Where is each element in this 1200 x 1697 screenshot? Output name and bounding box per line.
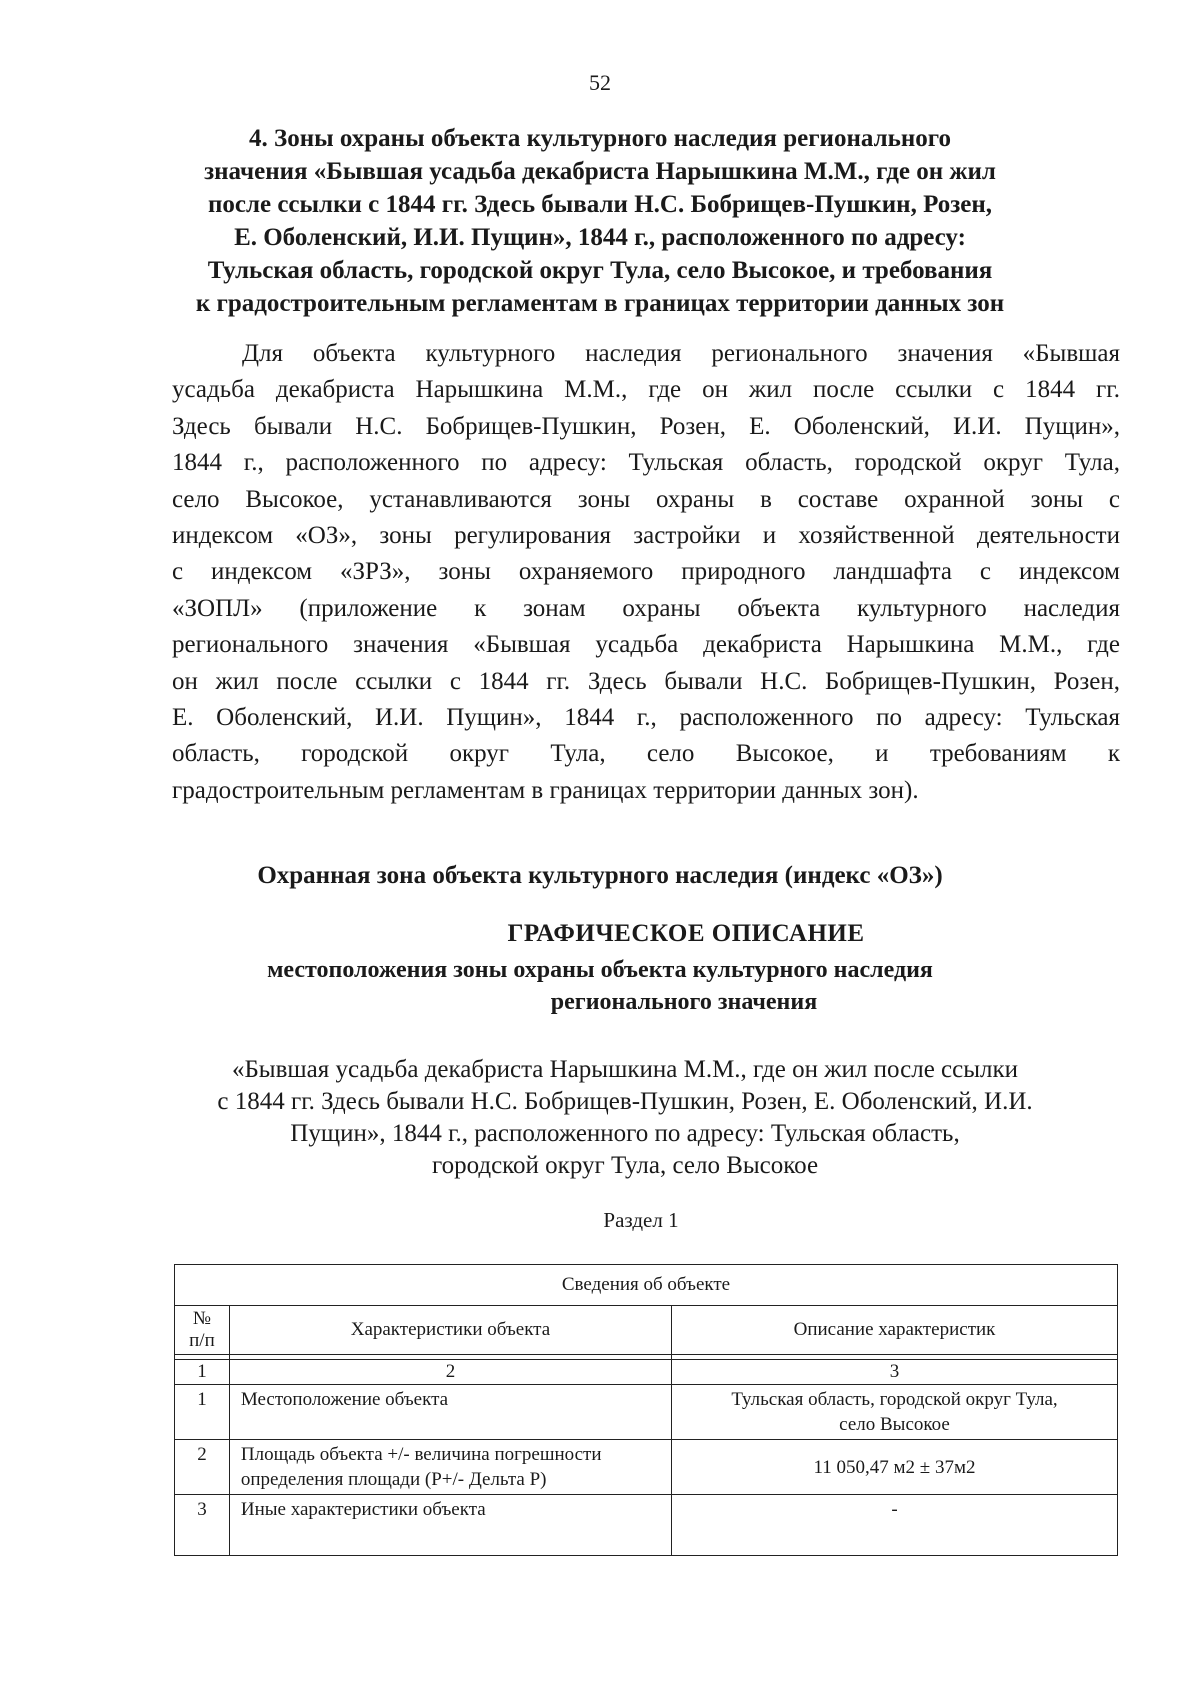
row-number: 3 — [175, 1495, 230, 1556]
body-line: село Высокое, устанавливаются зоны охраны в составе охранной зоны с — [172, 485, 1120, 513]
table-row — [175, 1385, 1118, 1440]
column-index: 2 — [229, 1360, 671, 1385]
row-description — [672, 1385, 1118, 1440]
body-line: область, городской округ Тула, село Высокое, и требованиям к — [172, 740, 1120, 768]
body-line: Здесь бывали Н.С. Бобрищев-Пушкин, Розен, Е. Оболенский, И.И. Пущин», — [172, 412, 1120, 440]
title-line: после ссылки с 1844 гг. Здесь бывали Н.С. Бобрищев-Пушкин, Розен, — [207, 191, 993, 218]
header-num — [175, 1306, 230, 1355]
body-line: усадьба декабриста Нарышкина М.М., где он жил после ссылки с 1844 гг. — [172, 376, 1120, 404]
body-line: регионального значения «Бывшая усадьба декабриста Нарышкина М.М., где — [172, 631, 1120, 659]
title-line: Е. Оболенский, И.И. Пущин», 1844 г., расположенного по адресу: — [234, 224, 966, 251]
body-line: он жил после ссылки с 1844 гг. Здесь бывали Н.С. Бобрищев-Пушкин, Розен, — [172, 667, 1120, 695]
body-line: градостроительным регламентам в границах территории данных зон). — [172, 776, 919, 804]
object-name-line: «Бывшая усадьба декабриста Нарышкина М.М., где он жил после ссылки — [231, 1056, 1019, 1083]
title-line: к градостроительным регламентам в границах территории данных зон — [195, 290, 1005, 317]
object-name-line: городской округ Тула, село Высокое — [431, 1152, 819, 1179]
row-characteristic-line: Площадь объекта +/- величина погрешности — [240, 1444, 602, 1465]
body-paragraph — [172, 336, 1120, 809]
row-description-line: Тульская область, городской округ Тула, — [731, 1389, 1058, 1410]
header-description: Описание характеристик — [672, 1306, 1118, 1355]
object-name — [150, 1054, 1100, 1182]
header-num-symbol: № — [192, 1308, 211, 1329]
graphic-sub-line: местоположения зоны охраны объекта культурного наследия — [267, 957, 933, 983]
row-description-line: село Высокое — [839, 1414, 950, 1435]
graphic-description-title: ГРАФИЧЕСКОЕ ОПИСАНИЕ — [507, 920, 865, 947]
graphic-sub-line: регионального значения — [550, 989, 818, 1015]
body-line: «ЗОПЛ» (приложение к зонам охраны объекта культурного наследия — [172, 594, 1120, 622]
header-num-label: п/п — [189, 1330, 215, 1351]
row-characteristic: Местоположение объекта — [229, 1385, 671, 1440]
title-line: 4. Зоны охраны объекта культурного наследия регионального — [249, 125, 951, 152]
column-index: 3 — [672, 1360, 1118, 1385]
table-row — [175, 1440, 1118, 1495]
row-characteristic: Иные характеристики объекта — [229, 1495, 671, 1556]
row-characteristic-line: определения площади (Р+/- Дельта Р) — [240, 1469, 547, 1490]
title-line: значения «Бывшая усадьба декабриста Нарышкина М.М., где он жил — [204, 158, 996, 185]
object-name-line: с 1844 гг. Здесь бывали Н.С. Бобрищев-Пушкин, Розен, Е. Оболенский, И.И. — [217, 1088, 1033, 1115]
page-number: 52 — [589, 70, 611, 95]
table-caption: Сведения об объекте — [175, 1265, 1118, 1306]
section-title — [150, 122, 1050, 320]
graphic-description-subtitle — [150, 954, 1050, 1018]
table-row — [175, 1495, 1118, 1556]
zone-subtitle: Охранная зона объекта культурного наследия (индекс «ОЗ») — [257, 862, 943, 889]
row-characteristic — [229, 1440, 671, 1495]
body-line: 1844 г., расположенного по адресу: Тульская область, городской округ Тула, — [172, 449, 1120, 477]
row-description: 11 050,47 м2 ± 37м2 — [672, 1440, 1118, 1495]
row-number: 1 — [175, 1385, 230, 1440]
object-name-line: Пущин», 1844 г., расположенного по адресу: Тульская область, — [290, 1120, 960, 1147]
body-line: с индексом «ЗРЗ», зоны охраняемого природного ландшафта с индексом — [172, 558, 1120, 586]
object-info-table — [174, 1264, 1118, 1556]
title-line: Тульская область, городской округ Тула, село Высокое, и требования — [207, 257, 993, 284]
body-line: индексом «ОЗ», зоны регулирования застройки и хозяйственной деятельности — [172, 522, 1120, 550]
row-number: 2 — [175, 1440, 230, 1495]
column-index-row — [175, 1360, 1118, 1385]
column-index: 1 — [175, 1360, 230, 1385]
header-characteristics: Характеристики объекта — [229, 1306, 671, 1355]
section-label: Раздел 1 — [603, 1208, 679, 1232]
row-description: - — [672, 1495, 1118, 1556]
body-line: Для объекта культурного наследия регионального значения «Бывшая — [242, 340, 1120, 367]
body-line: Е. Оболенский, И.И. Пущин», 1844 г., расположенного по адресу: Тульская — [172, 704, 1120, 732]
